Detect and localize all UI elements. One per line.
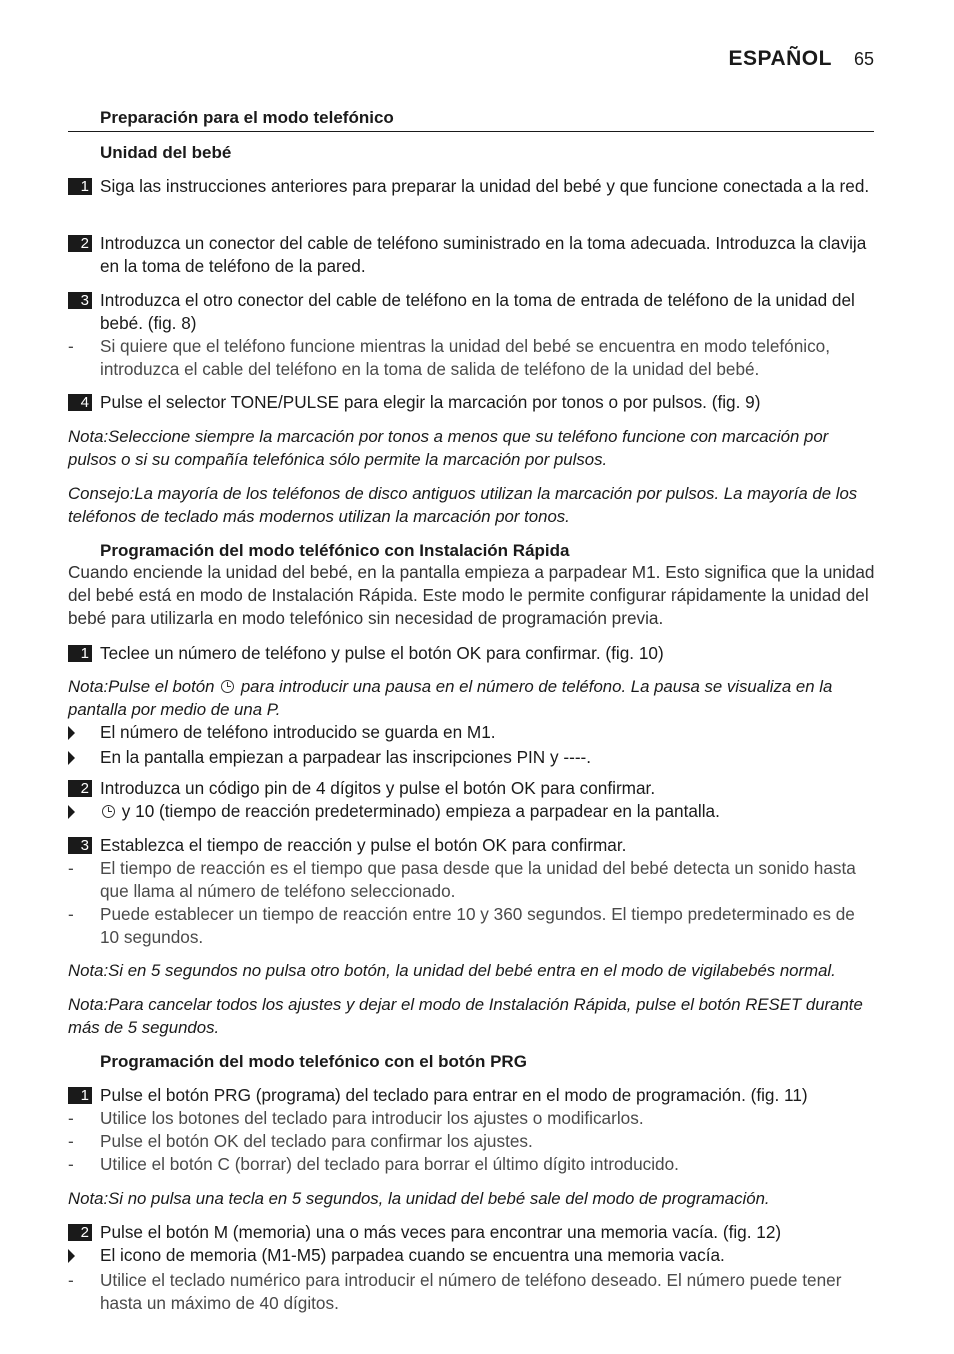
step-text: Siga las instrucciones anteriores para preparar la unidad del bebé y que funcione conectada a la red. [100,176,870,196]
dash-marker: - [68,1154,74,1174]
step-text: Introduzca un conector del cable de teléfono suministrado en la toma adecuada. Introduzca la clavija en la toma de teléfono de la pared. [100,233,867,276]
dash-text: Utilice los botones del teclado para introducir los ajustes o modificarlos. [100,1108,644,1128]
bullet-item [68,746,876,771]
dash-marker: - [68,336,74,356]
step-number: 3 [68,837,92,854]
step-text: Establezca el tiempo de reacción y pulse el botón OK para confirmar. [100,835,627,855]
bullet-text: y 10 (tiempo de reacción predeterminado) empieza a parpadear en la pantalla. [121,801,720,821]
note-prg-timeout: Nota:Si no pulsa una tecla en 5 segundos, la unidad del bebé sale del modo de programación. [68,1189,770,1208]
dash-marker: - [68,858,74,878]
step-1 [68,175,876,198]
dash-marker: - [68,1270,74,1290]
triangle-bullet-icon [68,751,75,765]
page-header [729,47,875,71]
prg-step-1 [68,1084,876,1176]
dash-item [68,1130,876,1153]
dash-marker: - [68,1108,74,1128]
tip-rotary-phones: Consejo:La mayoría de los teléfonos de disco antiguos utilizan la marcación por pulsos. La mayoría de los teléfonos de teclado más modernos utilizan la marcación por tonos. [68,484,858,526]
note-tone-dial: Nota:Seleccione siempre la marcación por tonos a menos que su teléfono funcione con marcación por pulsos o si su compañía telefónica sólo permite la marcación por pulsos. [68,427,829,469]
bullet-text: El icono de memoria (M1-M5) parpadea cuando se encuentra una memoria vacía. [100,1245,725,1265]
quick-install-intro: Cuando enciende la unidad del bebé, en la pantalla empieza a parpadear M1. Esto significa que la unidad del bebé está en modo de Instalación Rápida. Este modo le permite configurar rápidamente la unidad del bebé para utilizarla en modo telefónico sin necesidad de programación previa. [68,562,875,628]
triangle-bullet-icon [68,726,75,740]
dash-item [68,335,876,381]
dash-text: Utilice el teclado numérico para introducir el número de teléfono deseado. El número puede tener hasta un máximo de 40 dígitos. [100,1270,842,1313]
quick-bullets [68,721,876,771]
dash-text: Pulse el botón OK del teclado para confirmar los ajustes. [100,1131,533,1151]
page-number: 65 [853,49,874,69]
clock-icon [102,805,115,818]
note-pause [68,675,876,721]
clock-icon [221,680,234,693]
section-title: Preparación para el modo telefónico [100,108,394,127]
step-text: Introduzca el otro conector del cable de teléfono en la toma de entrada de teléfono de la unidad del bebé. (fig. 8) [100,290,855,333]
step-3 [68,289,876,381]
step-number: 1 [68,645,92,662]
step-number: 2 [68,235,92,252]
bullet-item [68,1244,876,1269]
step-number: 2 [68,1224,92,1241]
language-label: ESPAÑOL [728,47,832,70]
bullet-item [68,800,876,825]
step-number: 3 [68,292,92,309]
step-text: Pulse el botón M (memoria) una o más veces para encontrar una memoria vacía. (fig. 12) [100,1222,782,1242]
step-number: 1 [68,1087,92,1104]
dash-marker: - [68,904,74,924]
step-4 [68,391,876,414]
dash-item [68,1107,876,1130]
prg-title: Programación del modo telefónico con el botón PRG [100,1052,527,1071]
step-number: 1 [68,178,92,195]
dash-text: Si quiere que el teléfono funcione mientras la unidad del bebé se encuentra en modo telefónico, introduzca el cable del teléfono en la toma de salida de teléfono de la unidad del bebé. [100,336,831,379]
section-rule [68,131,874,132]
dash-item [68,857,876,903]
note-text-end: para introducir una pausa en el número de teléfono. La pausa se visualiza en la pantalla por medio de una P. [68,677,833,719]
dash-item [68,1269,876,1315]
step-number: 2 [68,780,92,797]
step-text: Pulse el botón PRG (programa) del teclado para entrar en el modo de programación. (fig. 11) [100,1085,808,1105]
step-text: Introduzca un código pin de 4 dígitos y pulse el botón OK para confirmar. [100,778,656,798]
dash-text: Utilice el botón C (borrar) del teclado para borrar el último dígito introducido. [100,1154,679,1174]
triangle-bullet-icon [68,1249,75,1263]
note-timeout: Nota:Si en 5 segundos no pulsa otro botón, la unidad del bebé entra en el modo de vigilabebés normal. [68,961,836,980]
prg-step-2 [68,1221,876,1315]
dash-text: Puede establecer un tiempo de reacción entre 10 y 360 segundos. El tiempo predeterminado es de 10 segundos. [100,904,855,947]
note-text-start: Nota:Pulse el botón [68,677,215,696]
step-text: Pulse el selector TONE/PULSE para elegir la marcación por tonos o por pulsos. (fig. 9) [100,392,761,412]
dash-marker: - [68,1131,74,1151]
dash-item [68,1153,876,1176]
step-2 [68,232,876,278]
quick-step-1 [68,642,876,665]
bullet-item [68,721,876,746]
quick-step-3 [68,834,876,949]
quick-step-2 [68,777,876,825]
bullet-text: En la pantalla empiezan a parpadear las inscripciones PIN y ----. [100,747,592,767]
note-reset: Nota:Para cancelar todos los ajustes y dejar el modo de Instalación Rápida, pulse el botón RESET durante más de 5 segundos. [68,995,863,1037]
step-number: 4 [68,394,92,411]
dash-text: El tiempo de reacción es el tiempo que pasa desde que la unidad del bebé detecta un sonido hasta que llama al número de teléfono seleccionado. [100,858,856,901]
quick-install-title: Programación del modo teléfónico con Instalación Rápida [100,541,570,560]
dash-item [68,903,876,949]
step-text: Teclee un número de teléfono y pulse el botón OK para confirmar. (fig. 10) [100,643,664,663]
triangle-bullet-icon [68,805,75,819]
subsection-title: Unidad del bebé [100,143,232,162]
bullet-text: El número de teléfono introducido se guarda en M1. [100,722,496,742]
